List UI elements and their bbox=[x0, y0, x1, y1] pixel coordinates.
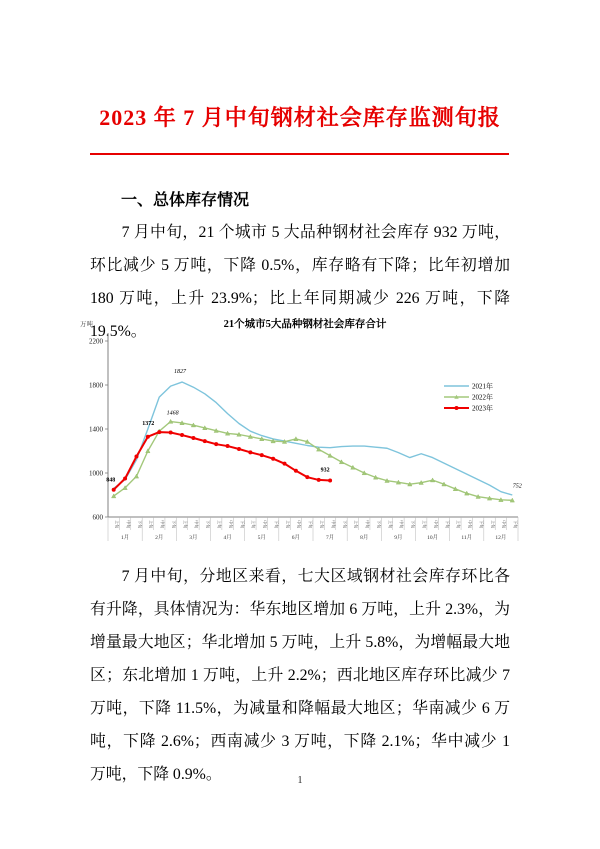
x-month-label: 6月 bbox=[291, 535, 301, 541]
series-marker bbox=[248, 450, 252, 454]
data-point-label: 1468 bbox=[166, 410, 179, 417]
series-marker bbox=[112, 488, 116, 492]
x-period-label: 中旬 bbox=[467, 520, 473, 529]
series-marker bbox=[134, 455, 138, 459]
x-period-label: 上旬 bbox=[421, 520, 427, 529]
x-period-label: 中旬 bbox=[228, 520, 234, 529]
y-tick-label: 600 bbox=[92, 513, 103, 522]
x-period-label: 下旬 bbox=[444, 520, 450, 529]
series-marker bbox=[180, 433, 184, 437]
chart-unit-label: 万吨 bbox=[80, 321, 93, 328]
data-point-label: 932 bbox=[320, 467, 330, 474]
series-marker bbox=[157, 430, 161, 434]
x-period-label: 上旬 bbox=[216, 520, 222, 529]
series-marker bbox=[123, 477, 127, 481]
x-month-label: 12月 bbox=[495, 535, 507, 541]
data-point-label: 1827 bbox=[174, 369, 187, 376]
series-marker bbox=[226, 444, 230, 448]
legend-label: 2023年 bbox=[472, 404, 493, 413]
x-month-label: 11月 bbox=[461, 535, 473, 541]
section-heading: 一、总体库存情况 bbox=[121, 192, 250, 209]
series-marker bbox=[305, 475, 309, 479]
series-marker bbox=[271, 457, 275, 461]
series-marker bbox=[317, 478, 321, 482]
x-month-label: 5月 bbox=[257, 535, 266, 541]
legend-label: 2021年 bbox=[472, 382, 493, 391]
x-month-label: 2月 bbox=[155, 535, 164, 541]
x-period-label: 中旬 bbox=[160, 520, 166, 529]
legend-label: 2022年 bbox=[472, 393, 493, 402]
x-period-label: 上旬 bbox=[387, 520, 393, 529]
x-period-label: 上旬 bbox=[148, 520, 154, 529]
x-period-label: 上旬 bbox=[490, 520, 496, 529]
data-point-label: 848 bbox=[106, 477, 116, 484]
page-title: 2023 年 7 月中旬钢材社会库存监测旬报 bbox=[99, 105, 501, 130]
x-period-label: 下旬 bbox=[205, 520, 211, 529]
inventory-line-chart bbox=[72, 313, 532, 550]
x-period-label: 上旬 bbox=[353, 520, 359, 529]
series-marker bbox=[169, 431, 173, 435]
title-rule bbox=[90, 153, 509, 155]
x-period-label: 上旬 bbox=[319, 520, 325, 529]
x-period-label: 中旬 bbox=[365, 520, 371, 529]
x-period-label: 下旬 bbox=[478, 520, 484, 529]
chart-title: 21个城市5大品种钢材社会库存合计 bbox=[223, 319, 387, 330]
y-tick-label: 1000 bbox=[89, 469, 103, 478]
series-marker bbox=[294, 469, 298, 473]
x-period-label: 中旬 bbox=[501, 520, 507, 529]
series-marker bbox=[260, 453, 264, 457]
x-period-label: 下旬 bbox=[273, 520, 279, 529]
x-month-label: 7月 bbox=[325, 535, 335, 541]
series-marker bbox=[328, 478, 332, 482]
series-marker bbox=[146, 435, 150, 439]
x-month-label: 1月 bbox=[120, 535, 130, 541]
x-period-label: 下旬 bbox=[513, 520, 519, 529]
data-point-label: 752 bbox=[512, 483, 522, 490]
x-period-label: 下旬 bbox=[308, 520, 314, 529]
paragraph-overall-inventory: 7 月中旬，21 个城市 5 大品种钢材社会库存 932 万吨，环比减少 5 万吨，下降 0.5%，库存略有下降；比年初增加 180 万吨，上升 23.9%；比上年同期减少 226 万吨，下降 19.5%。 bbox=[90, 224, 510, 340]
x-period-label: 下旬 bbox=[239, 520, 245, 529]
series-marker bbox=[283, 462, 287, 466]
y-tick-label: 2200 bbox=[89, 337, 103, 346]
x-period-label: 下旬 bbox=[342, 520, 348, 529]
series-marker bbox=[237, 447, 241, 451]
x-period-label: 下旬 bbox=[171, 520, 177, 529]
x-period-label: 上旬 bbox=[114, 520, 120, 529]
x-period-label: 中旬 bbox=[262, 520, 268, 529]
x-month-label: 4月 bbox=[223, 535, 232, 541]
series-marker bbox=[134, 474, 138, 478]
data-point-label: 1372 bbox=[142, 421, 155, 428]
y-tick-label: 1800 bbox=[89, 381, 103, 390]
x-period-label: 中旬 bbox=[433, 520, 439, 529]
x-month-label: 3月 bbox=[189, 535, 198, 541]
x-period-label: 中旬 bbox=[194, 520, 200, 529]
series-marker bbox=[214, 442, 218, 446]
x-period-label: 中旬 bbox=[296, 520, 302, 529]
series-marker bbox=[203, 439, 207, 443]
x-period-label: 中旬 bbox=[125, 520, 131, 529]
legend-marker bbox=[455, 406, 459, 410]
x-month-label: 9月 bbox=[394, 535, 403, 541]
x-month-label: 8月 bbox=[360, 535, 369, 541]
series-marker bbox=[191, 436, 195, 440]
x-period-label: 中旬 bbox=[330, 520, 336, 529]
y-tick-label: 1400 bbox=[89, 425, 103, 434]
x-period-label: 下旬 bbox=[376, 520, 382, 529]
x-period-label: 上旬 bbox=[456, 520, 462, 529]
x-period-label: 上旬 bbox=[251, 520, 257, 529]
x-month-label: 10月 bbox=[427, 535, 439, 541]
x-period-label: 下旬 bbox=[410, 520, 416, 529]
page-number: 1 bbox=[297, 775, 303, 786]
x-period-label: 中旬 bbox=[399, 520, 405, 529]
inventory-line-chart-svg bbox=[72, 313, 532, 550]
paragraph-regional-inventory: 7 月中旬，分地区来看，七大区域钢材社会库存环比各有升降，具体情况为：华东地区增加 6 万吨，上升 2.3%，为增量最大地区；华北增加 5 万吨，上升 5.8%，为增幅最大地区；东北增加 1 万吨，上升 2.2%；西北地区库存环比减少 7 万吨，下降 11.5%，为减量和降幅最大地区；华南减少 6 万吨，下降 2.6%；西南减少 3 万吨，下降 2.1%；华中减少 1 万吨，下降 0.9%。 bbox=[90, 568, 510, 783]
x-period-label: 上旬 bbox=[285, 520, 291, 529]
x-period-label: 下旬 bbox=[137, 520, 143, 529]
x-period-label: 上旬 bbox=[182, 520, 188, 529]
